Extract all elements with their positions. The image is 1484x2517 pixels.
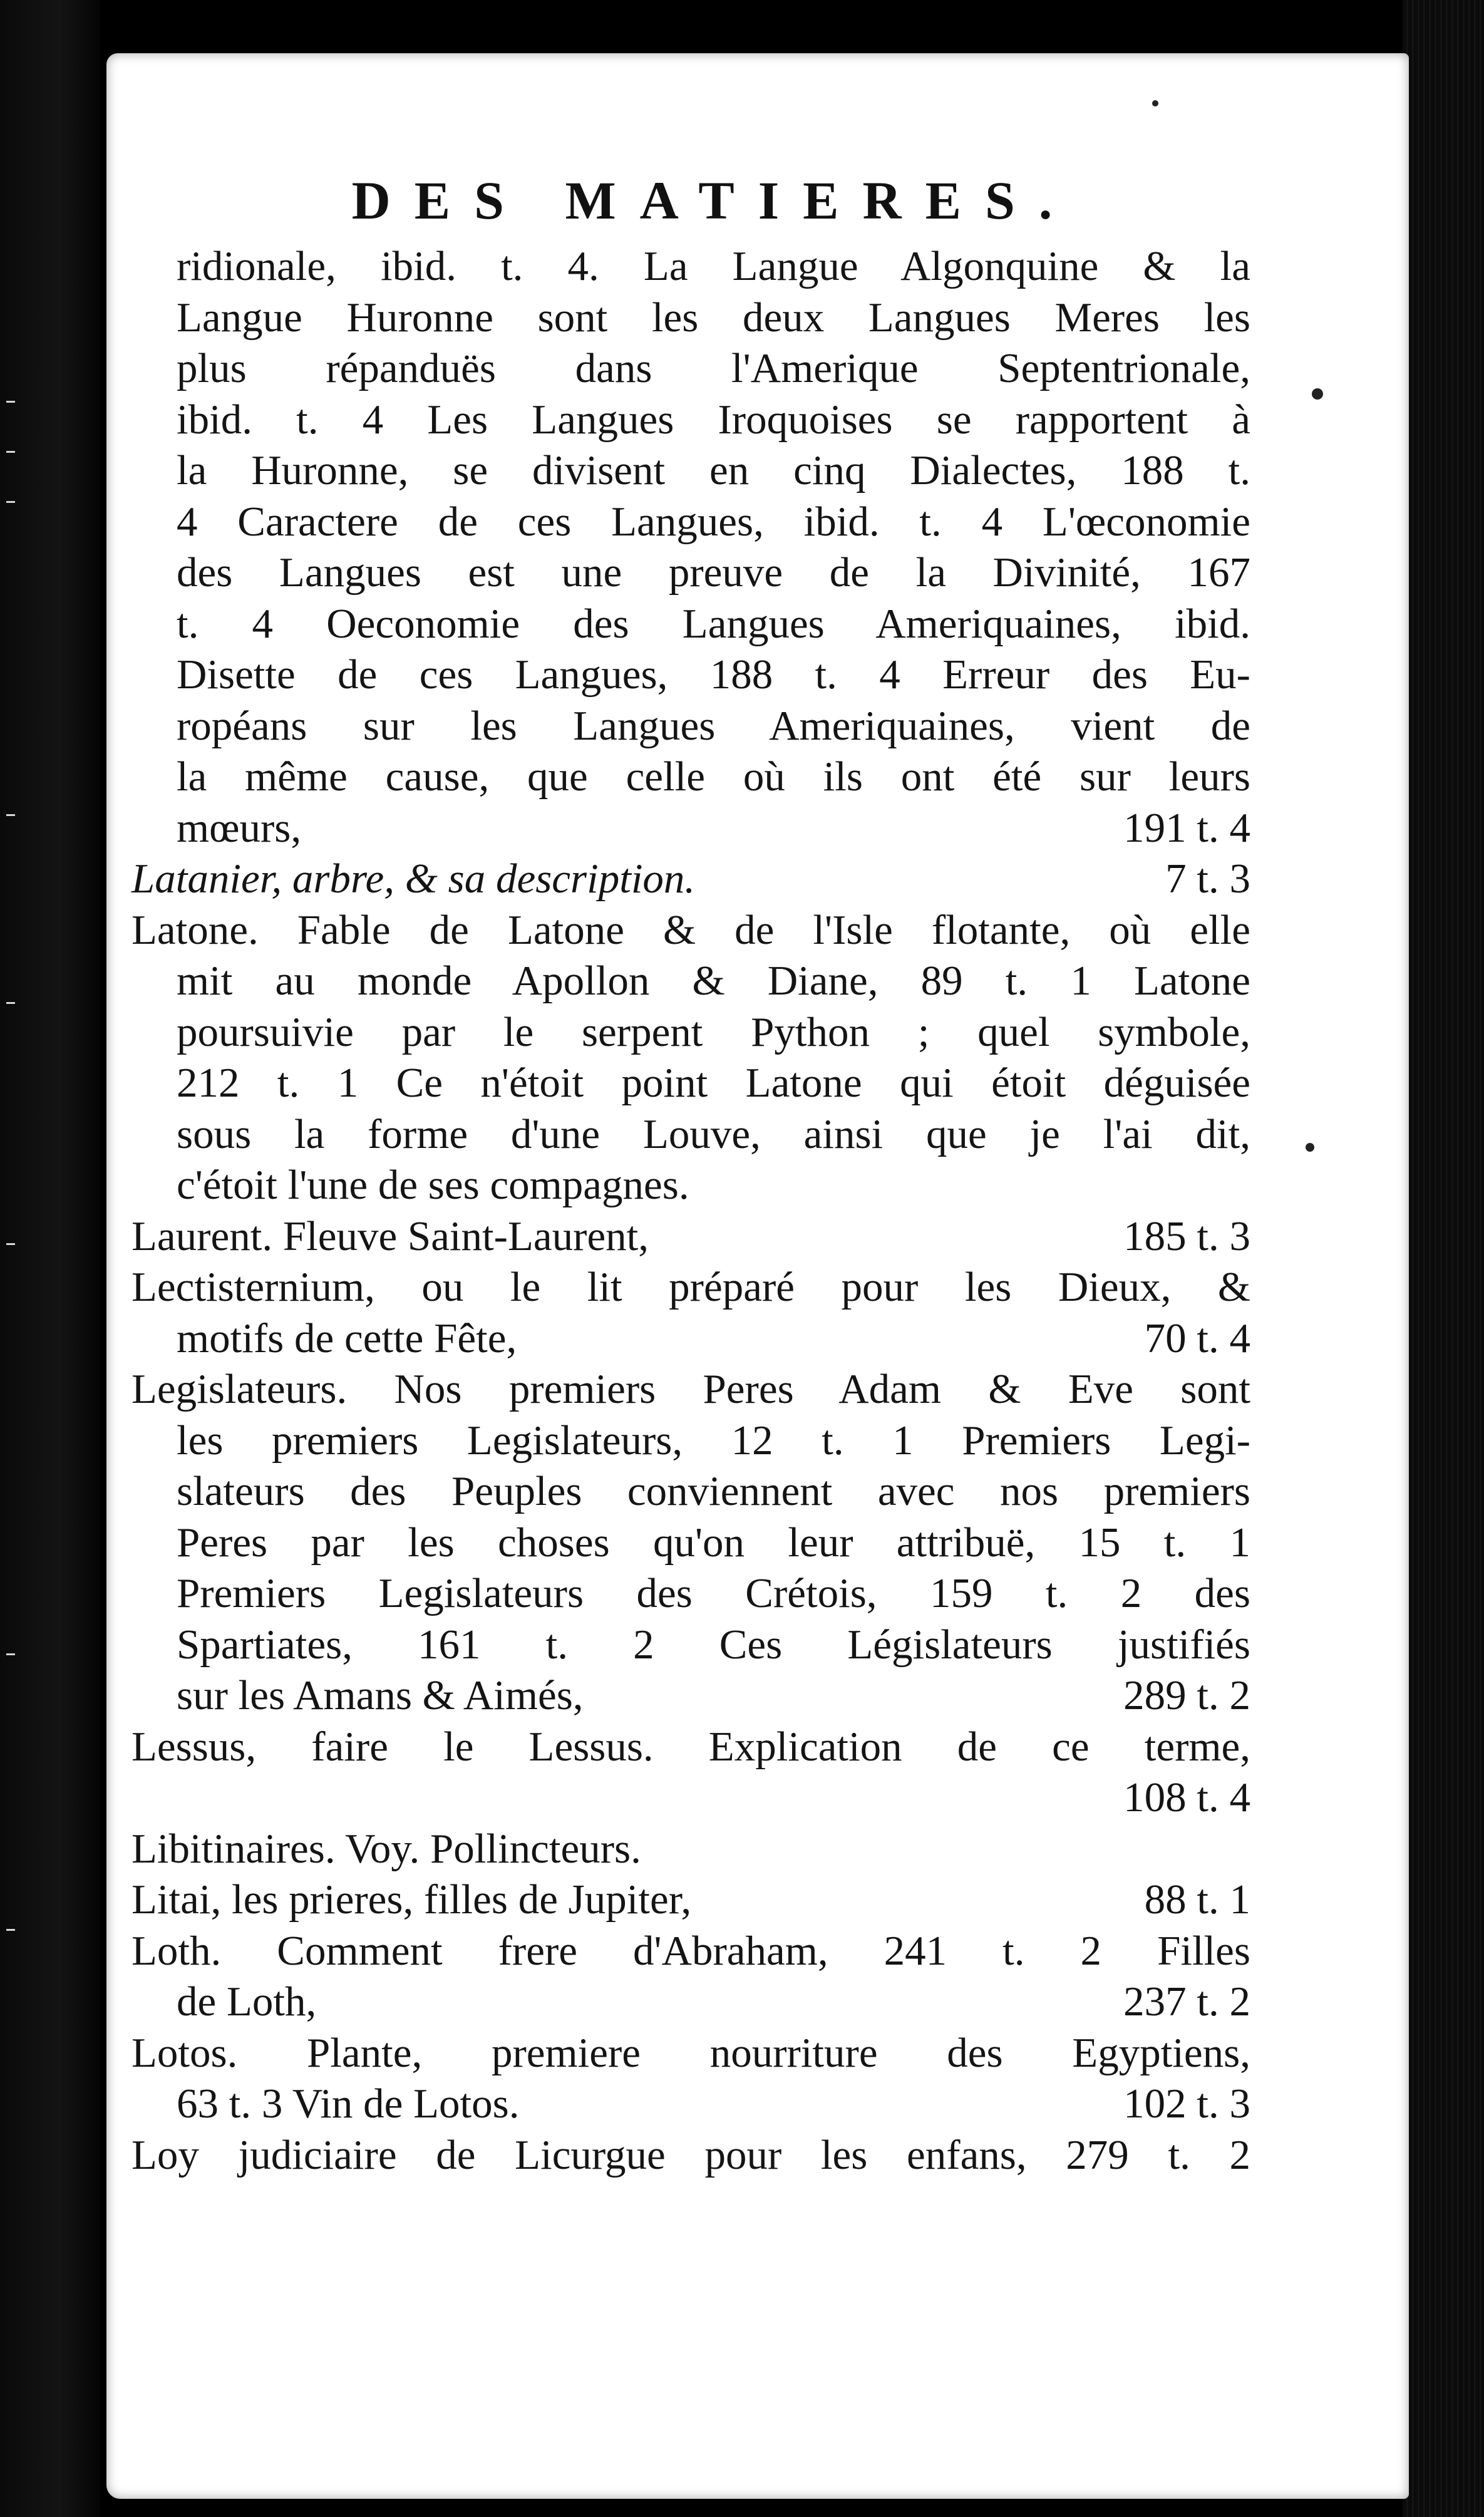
page-reference: 185 t. 3 [1123,1212,1250,1259]
text-line: ridionale, ibid. t. 4. La Langue Algonquine & la [177,243,1250,289]
entry-text: sur les Amans & Aimés, [177,1672,584,1718]
text-line: Langue Huronne sont les deux Langues Meres les [177,294,1250,341]
text-line: la Huronne, se divisent en cinq Dialectes, 188 t. [177,447,1250,494]
index-entry-lectisternium: Lectisternium, ou le lit préparé pour les Dieux, & [131,1264,1250,1310]
page-reference: 102 t. 3 [1123,2080,1250,2127]
scan-right-edge [1403,0,1484,2517]
entry-text: Latanier, arbre, & sa description. [131,855,696,902]
book-page [106,53,1409,2499]
text-line: ropéans sur les Langues Ameriquaines, vient de [177,702,1250,749]
text-line: Disette de ces Langues, 188 t. 4 Erreur des Eu- [177,651,1250,698]
index-entry-laurent [131,1211,1250,1263]
text-line: plus répanduës dans l'Amerique Septentrionale, [177,345,1250,391]
text-line: poursuivie par le serpent Python ; quel symbole, [177,1008,1250,1055]
page-reference: 7 t. 3 [1165,855,1250,902]
text-line: sous la forme d'une Louve, ainsi que je l'ai dit, [177,1110,1250,1157]
text-line: les premiers Legislateurs, 12 t. 1 Premiers Legi- [177,1417,1250,1464]
text-line: 212 t. 1 Ce n'étoit point Latone qui étoit déguisée [177,1060,1250,1106]
text-line: la même cause, que celle où ils ont été sur leurs [177,753,1250,800]
text-line: Premiers Legislateurs des Crétois, 159 t. 2 des [177,1570,1250,1616]
page-reference: 237 t. 2 [1123,1978,1250,2025]
text-line: 4 Caractere de ces Langues, ibid. t. 4 L'œconomie [177,498,1250,545]
index-entry-row [177,1977,1250,2028]
index-entry-libitinaires: Libitinaires. Voy. Pollincteurs. [131,1825,641,1872]
entry-text: mœurs, [177,804,302,851]
index-entry-loth: Loth. Comment frere d'Abraham, 241 t. 2 Filles [131,1927,1250,1974]
index-entry-loy-judiciaire: Loy judiciaire de Licurgue pour les enfans, 279 t. 2 [131,2131,1250,2178]
page-reference: 191 t. 4 [1123,804,1250,851]
text-line: ibid. t. 4 Les Langues Iroquoises se rapportent à [177,396,1250,443]
page-reference: 108 t. 4 [1123,1774,1250,1821]
entry-text: de Loth, [177,1978,317,2025]
text-line: des Langues est une preuve de la Divinité, 167 [177,549,1250,596]
running-header: DES MATIERES. [351,170,1076,230]
entry-text: 63 t. 3 Vin de Lotos. [177,2080,520,2127]
index-entry-row [177,803,1250,854]
text-line: t. 4 Oeconomie des Langues Ameriquaines, ibid. [177,600,1250,647]
page-reference: 289 t. 2 [1123,1672,1250,1718]
text-line: slateurs des Peuples conviennent avec nos premiers [177,1468,1250,1514]
scan-left-edge [0,0,100,2517]
index-entry-row [177,2079,1250,2130]
index-entry-legislateurs: Legislateurs. Nos premiers Peres Adam & Eve sont [131,1366,1250,1412]
entry-text: motifs de cette Fête, [177,1315,517,1362]
entry-text: Laurent. Fleuve Saint-Laurent, [131,1212,649,1259]
index-text [131,241,1250,2181]
page-reference: 88 t. 1 [1144,1876,1250,1923]
index-entry-row [177,1313,1250,1365]
entry-text: Litai, les prieres, filles de Jupiter, [131,1876,692,1923]
index-entry-lessus: Lessus, faire le Lessus. Explication de ce terme, [131,1723,1250,1770]
ink-speck [1152,100,1158,106]
index-entry-row [177,1670,1250,1722]
ink-speck [1306,1143,1314,1152]
page-reference: 70 t. 4 [1144,1315,1250,1362]
index-entry-latone: Latone. Fable de Latone & de l'Isle flotante, où elle [131,906,1250,953]
index-entry-row [177,1772,1250,1824]
index-entry-latanier [131,854,1250,905]
text-line: Spartiates, 161 t. 2 Ces Législateurs justifiés [177,1621,1250,1668]
index-entry-litai [131,1874,1250,1926]
text-line: c'étoit l'une de ses compagnes. [177,1162,689,1208]
ink-speck [1312,388,1323,400]
text-line: Peres par les choses qu'on leur attribuë, 15 t. 1 [177,1519,1250,1566]
index-entry-lotos: Lotos. Plante, premiere nourriture des Egyptiens, [131,2029,1250,2076]
text-line: mit au monde Apollon & Diane, 89 t. 1 Latone [177,958,1250,1004]
